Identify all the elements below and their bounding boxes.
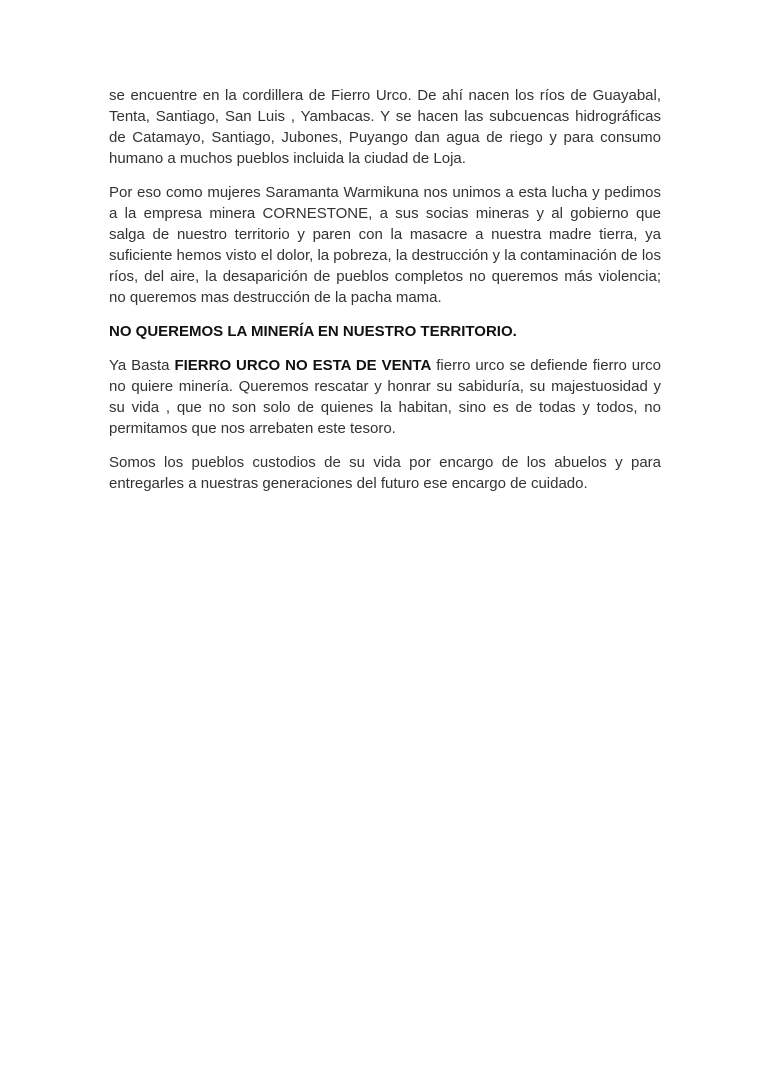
paragraph-ya-basta <box>109 355 661 439</box>
heading-no-mining-territory: NO QUEREMOS LA MINERÍA EN NUESTRO TERRITORIO. <box>109 323 517 340</box>
paragraph-saramanta-demand: Por eso como mujeres Saramanta Warmikuna nos unimos a esta lucha y pedimos a la empresa minera CORNESTONE, a sus socias mineras y al gobierno que salga de nuestro territorio y paren con la masacre a nuestra madre tierra, ya suficiente hemos visto el dolor, la pobreza, la destrucción y la contaminación de los ríos, del aire, la desaparición de pueblos completos no queremos más violencia; no queremos mas destrucción de la pacha mama. <box>109 184 661 306</box>
ya-basta-continuation-text: fierro urco se defiende fierro urco no quiere minería. Queremos rescatar y honrar su sabiduría, su majestuosidad y su vida , que no son solo de quienes la habitan, sino es de todas y todos, no permitamos que nos arrebaten este tesoro. <box>109 357 661 437</box>
paragraph-rivers-watersheds: se encuentre en la cordillera de Fierro Urco. De ahí nacen los ríos de Guayabal, Tenta, Santiago, San Luis , Yambacas. Y se hacen las subcuencas hidrográficas de Catamayo, Santiago, Jubones, Puyango dan agua de riego y para consumo humano a muchos pueblos incluida la ciudad de Loja. <box>109 87 661 167</box>
document-content <box>109 85 661 494</box>
fierro-urco-not-for-sale-bold-text: FIERRO URCO NO ESTA DE VENTA <box>174 357 432 374</box>
paragraph-custodians: Somos los pueblos custodios de su vida por encargo de los abuelos y para entregarles a nuestras generaciones del futuro ese encargo de cuidado. <box>109 454 661 492</box>
ya-basta-lead-text: Ya Basta <box>109 357 175 374</box>
